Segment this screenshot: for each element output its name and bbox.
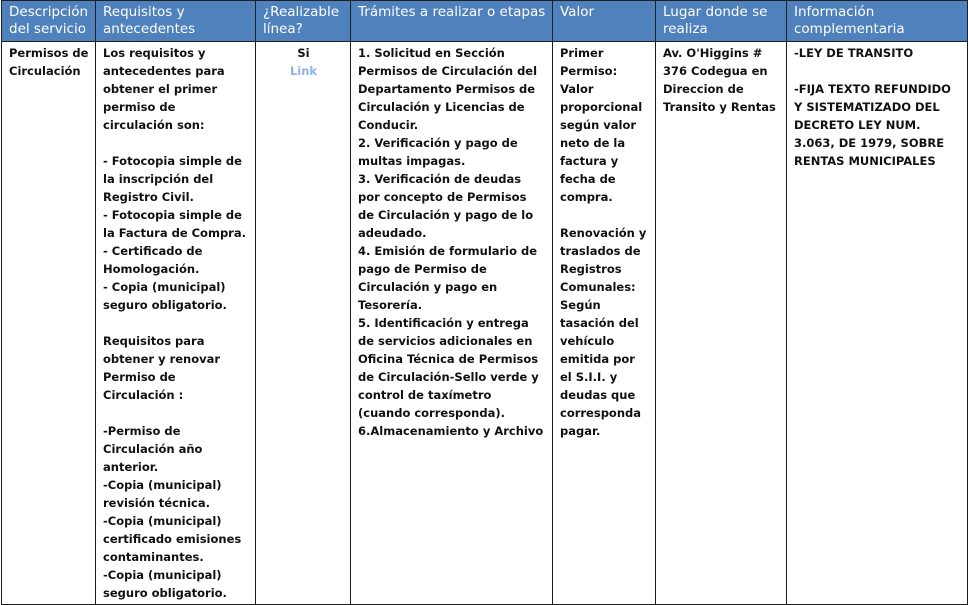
cell-extra-info (787, 42, 968, 605)
place-address: Av. O'Higgins # 376 Codegua en Direccion de Transito y Rentas (663, 46, 776, 114)
renewal-requirements (103, 422, 249, 602)
header-steps: Trámites a realizar o etapas (351, 1, 553, 42)
list-item: -Copia (municipal) seguro obligatorio. (103, 568, 227, 600)
list-item: 2. Verificación y pago de multas impagas. (358, 136, 518, 168)
list-item: -Permiso de Circulación año anterior. (103, 424, 203, 474)
cell-place (656, 42, 787, 605)
table-row (2, 42, 968, 605)
requirements-intro: Los requisitos y antecedentes para obtener el primer permiso de circulación son: (103, 46, 225, 132)
list-item: 3. Verificación de deudas por concepto de Permisos de Circulación y pago de lo adeudado. (358, 172, 534, 240)
list-item: - Copia (municipal) seguro obligatorio. (103, 280, 227, 312)
online-answer: Si (297, 46, 310, 60)
cell-requirements (96, 42, 256, 605)
header-extra-info: Información complementaria (787, 1, 968, 42)
renewal-intro: Requisitos para obtener y renovar Permiso de Circulación : (103, 334, 221, 402)
cell-value (553, 42, 656, 605)
list-item: - Fotocopia simple de la Factura de Compra. (103, 208, 246, 240)
list-item: -Copia (municipal) certificado emisiones contaminantes. (103, 514, 242, 564)
header-place: Lugar donde se realiza (656, 1, 787, 42)
header-description: Descripción del servicio (2, 1, 96, 42)
list-item: 1. Solicitud en Sección Permisos de Circulación del Departamento Permisos de Circulación y Licencias de Conducir. (358, 46, 538, 132)
online-link[interactable]: Link (289, 64, 318, 78)
list-item: 6.Almacenamiento y Archivo (358, 424, 544, 438)
cell-steps (351, 42, 553, 605)
first-permit-requirements (103, 152, 249, 314)
list-item: 4. Emisión de formulario de pago de Permiso de Circulación y pago en Tesorería. (358, 244, 538, 312)
services-table (1, 0, 968, 605)
extra-decree: -FIJA TEXTO REFUNDIDO Y SISTEMATIZADO DEL DECRETO LEY NUM. 3.063, DE 1979, SOBRE RENTAS MUNICIPALES (794, 82, 951, 168)
value-renewal: Renovación y traslados de Registros Comunales: Según tasación del vehículo emitida por el S.I.I. y deudas que corresponda pagar. (560, 226, 647, 438)
extra-law: -LEY DE TRANSITO (794, 46, 914, 60)
cell-online (256, 42, 351, 605)
header-requirements: Requisitos y antecedentes (96, 1, 256, 42)
header-online: ¿Realizable línea? (256, 1, 351, 42)
steps-list (358, 44, 546, 440)
list-item: - Certificado de Homologación. (103, 244, 203, 276)
cell-service (2, 42, 96, 605)
header-row (2, 1, 968, 42)
service-name: Permisos de Circulación (9, 46, 89, 78)
list-item: 5. Identificación y entrega de servicios adicionales en Oficina Técnica de Permisos de Circulación-Sello verde y control de taxímetro (cuando corresponda). (358, 316, 539, 420)
value-first-permit: Primer Permiso: Valor proporcional según valor neto de la factura y fecha de compra. (560, 46, 643, 204)
list-item: - Fotocopia simple de la inscripción del Registro Civil. (103, 154, 242, 204)
header-value: Valor (553, 1, 656, 42)
list-item: -Copia (municipal) revisión técnica. (103, 478, 222, 510)
